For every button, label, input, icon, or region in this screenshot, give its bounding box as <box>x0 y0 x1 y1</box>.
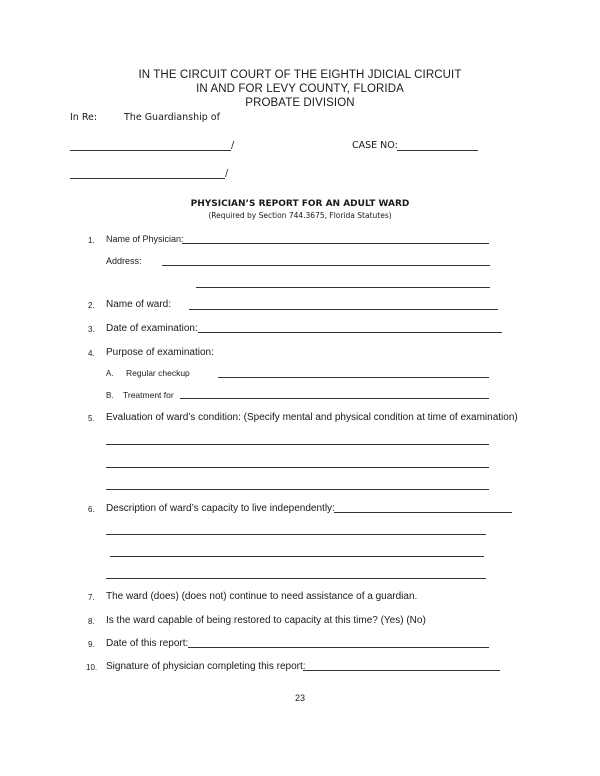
item-number-5: 5. <box>88 414 95 423</box>
item-number-7: 7. <box>88 593 95 602</box>
physician-name-label: Name of Physician: <box>106 234 184 244</box>
item-number-2: 2. <box>88 301 95 310</box>
case-no-label: CASE NO: <box>352 140 398 151</box>
evaluation-line-2[interactable] <box>106 467 489 468</box>
physician-name-line[interactable] <box>182 243 489 244</box>
in-re-label: In Re: <box>70 112 98 123</box>
regular-checkup-label: Regular checkup <box>126 368 190 378</box>
report-date-label: Date of this report: <box>106 638 189 649</box>
item-number-9: 9. <box>88 640 95 649</box>
address-line-2[interactable] <box>196 287 490 288</box>
slash-1: / <box>231 140 235 151</box>
restored-question: Is the ward capable of being restored to capacity at this time? (Yes) (No) <box>106 615 426 626</box>
guardianship-text: The Guardianship of <box>124 112 220 123</box>
signature-line[interactable] <box>303 670 500 671</box>
capacity-line-3[interactable] <box>106 578 486 579</box>
court-line-1: IN THE CIRCUIT COURT OF THE EIGHTH JDICIAL CIRCUIT <box>138 69 462 81</box>
report-subtitle: (Required by Section 744.3675, Florida Statutes) <box>208 211 392 220</box>
option-b-letter: B. <box>106 391 114 400</box>
report-title: PHYSICIAN’S REPORT FOR AN ADULT WARD <box>190 199 410 209</box>
court-line-2: IN AND FOR LEVY COUNTY, FLORIDA <box>196 83 404 95</box>
treatment-for-line[interactable] <box>180 398 489 399</box>
address-line-1[interactable] <box>162 265 490 266</box>
item-number-10: 10. <box>86 663 98 672</box>
report-date-line[interactable] <box>188 647 489 648</box>
item-number-3: 3. <box>88 325 95 334</box>
ward-name-line-2[interactable] <box>70 178 225 179</box>
option-a-letter: A. <box>106 369 114 378</box>
signature-label: Signature of physician completing this report: <box>106 661 306 672</box>
item-number-1: 1. <box>88 236 95 245</box>
capacity-line-0[interactable] <box>334 512 512 513</box>
evaluation-line-3[interactable] <box>106 489 489 490</box>
exam-date-label: Date of examination: <box>106 323 198 334</box>
treatment-for-label: Treatment for <box>123 390 174 400</box>
item-number-6: 6. <box>88 505 95 514</box>
exam-date-line[interactable] <box>198 332 502 333</box>
item-number-4: 4. <box>88 349 95 358</box>
assistance-statement: The ward (does) (does not) continue to need assistance of a guardian. <box>106 591 418 602</box>
regular-checkup-line[interactable] <box>218 377 489 378</box>
case-no-line[interactable] <box>397 150 478 151</box>
evaluation-label: Evaluation of ward’s condition: (Specify mental and physical condition at time of examination) <box>106 412 518 423</box>
ward-name-line[interactable] <box>189 309 498 310</box>
slash-2: / <box>225 168 229 179</box>
ward-name-line-1[interactable] <box>70 150 231 151</box>
page-number: 23 <box>294 693 305 703</box>
evaluation-line-1[interactable] <box>106 444 489 445</box>
address-label: Address: <box>106 256 142 266</box>
court-line-3: PROBATE DIVISION <box>245 97 355 109</box>
capacity-line-2[interactable] <box>110 556 484 557</box>
ward-name-label: Name of ward: <box>106 299 172 310</box>
capacity-line-1[interactable] <box>106 534 486 535</box>
capacity-label: Description of ward’s capacity to live independently: <box>106 503 335 514</box>
purpose-label: Purpose of examination: <box>106 347 214 358</box>
item-number-8: 8. <box>88 617 95 626</box>
